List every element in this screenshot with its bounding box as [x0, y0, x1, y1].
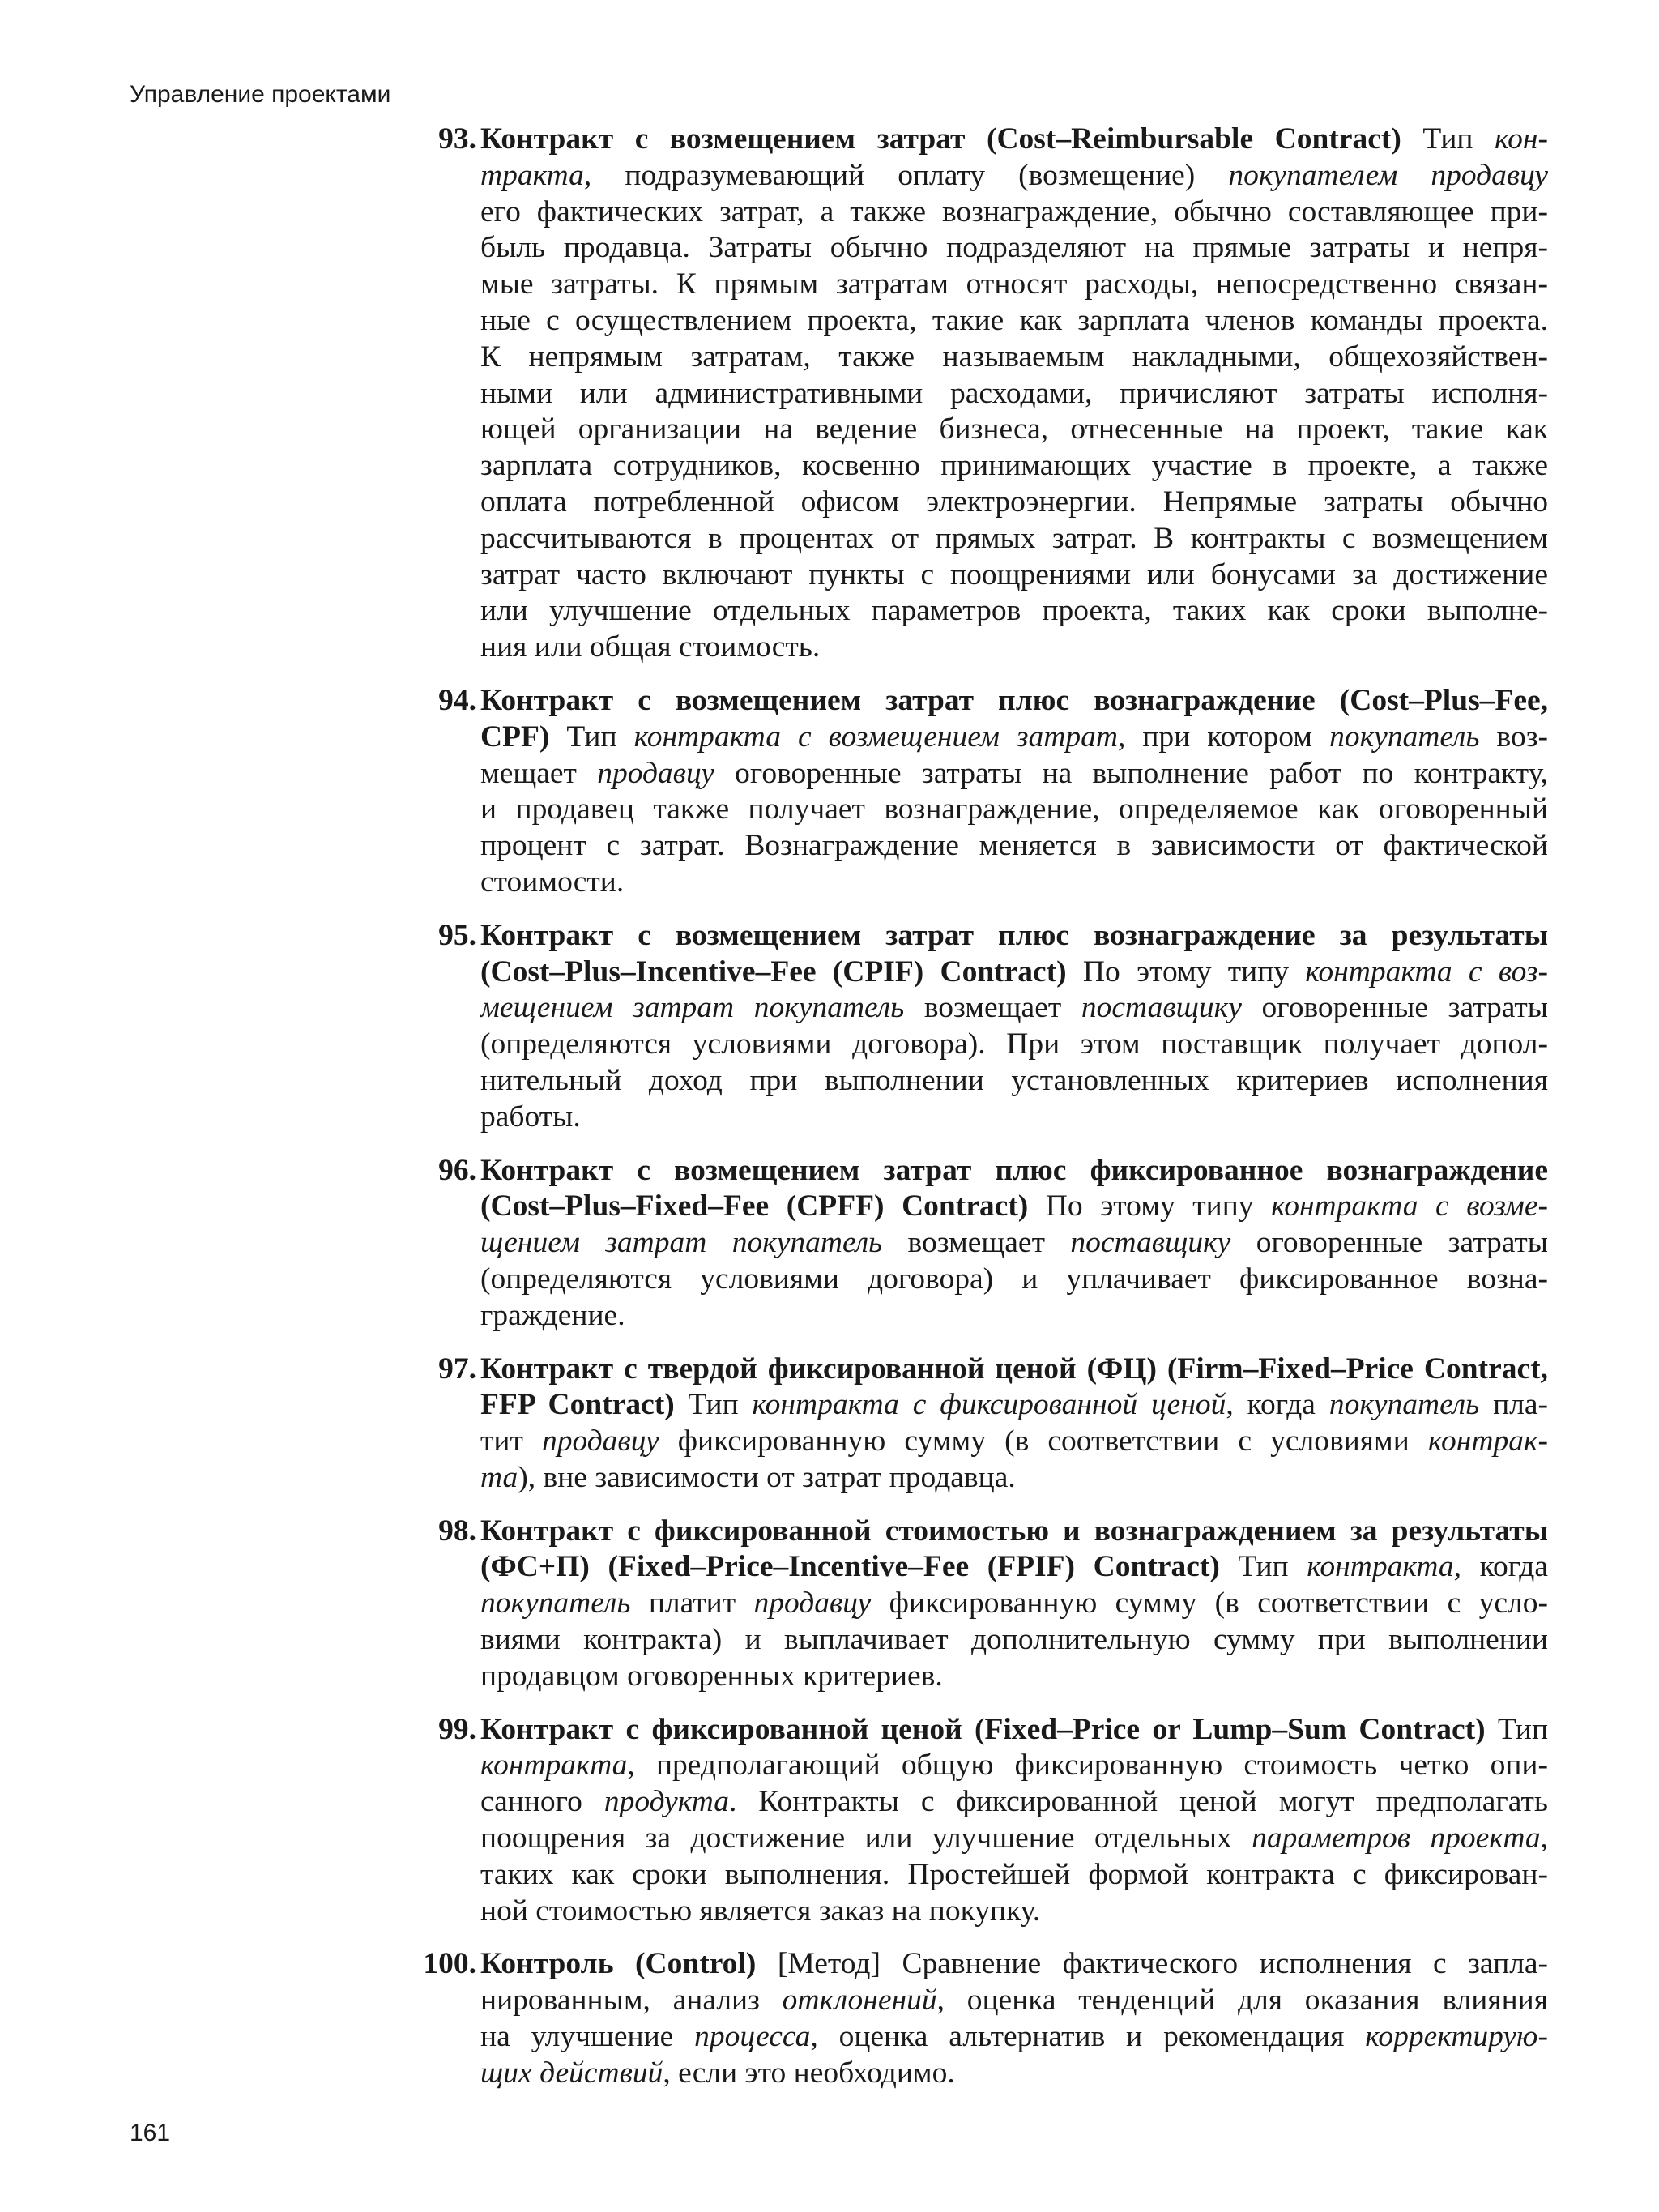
glossary-entry [423, 1946, 1548, 2091]
term-italic: мещением затрат покупатель [480, 991, 905, 1025]
term-italic: параметров проекта [1252, 1821, 1541, 1855]
term-bold: FFP Contract) [480, 1388, 675, 1422]
term-italic: покупатель [480, 1586, 631, 1621]
term-italic: тракта [480, 158, 584, 192]
term-italic: поставщику [1081, 991, 1242, 1025]
body-text: , оценка тенденций для оказания влияния [936, 1984, 1548, 2018]
term-bold: (ФС+П) (Fixed–Price–Incentive–Fee (FPIF) Contract) [480, 1550, 1220, 1584]
body-text: , когда [1453, 1550, 1548, 1584]
entry-line [480, 194, 1548, 231]
entry-number: 94. [438, 683, 476, 717]
body-text: оплата потребленной офисом электроэнергии. Непрямые затраты обычно [480, 485, 1548, 519]
glossary-entry [438, 1514, 1548, 1695]
entry-line [480, 557, 1548, 594]
body-text: фиксированную сумму (в соответствии с условиями [659, 1424, 1428, 1458]
entry-line [480, 1153, 1548, 1189]
glossary-entry [438, 918, 1548, 1136]
term-italic: кон- [1495, 122, 1549, 156]
term-bold: Контракт с фиксированной стоимостью и вознаграждением за результаты [480, 1514, 1548, 1548]
glossary-entry [438, 683, 1549, 901]
body-text: , предполагающий общую фиксированную стоимость четко опи- [627, 1749, 1548, 1783]
entry-line [480, 954, 1548, 991]
body-text: . Контракты с фиксированной ценой могут предполагать [729, 1785, 1548, 1819]
body-text: рассчитываются в процентах от прямых затрат. В контракты с возмещением [480, 521, 1548, 555]
entry-line [480, 1946, 1548, 1983]
body-text: работы. [480, 1100, 581, 1134]
body-text: оговоренные затраты [1230, 1226, 1548, 1260]
body-text: на улучшение [480, 2020, 695, 2054]
entry-line [480, 1352, 1548, 1388]
entry-line [480, 122, 1548, 158]
entry-line [480, 1027, 1548, 1063]
entry-line [480, 1549, 1548, 1586]
entry-line [480, 828, 1548, 865]
body-text: , оценка альтернатив и рекомендация [810, 2020, 1366, 2054]
term-italic: продавцу [597, 756, 714, 790]
body-text: виями контракта) и выплачивает дополнительную сумму при выполнении [480, 1623, 1548, 1657]
entry-line [480, 865, 1548, 901]
term-italic: контракта [1307, 1550, 1454, 1584]
body-text: (определяются условиями договора). При этом поставщик получает допол- [480, 1027, 1548, 1061]
entry-line [480, 1189, 1548, 1225]
entry-line [480, 1659, 1548, 1695]
body-text: , если это необходимо. [663, 2056, 955, 2090]
entry-line [480, 792, 1548, 828]
entry-line [480, 1298, 1548, 1334]
body-text: К непрямым затратам, также называемым накладными, общехозяйствен- [480, 339, 1548, 374]
body-text: тит [480, 1424, 542, 1458]
entry-line [480, 2056, 1548, 2092]
term-italic: покупатель [1329, 720, 1480, 754]
body-text: нительный доход при выполнении установленных критериев исполнения [480, 1063, 1548, 1097]
body-text: зарплата сотрудников, косвенно принимающих участие в проекте, а также [480, 449, 1548, 483]
entry-line [480, 720, 1548, 756]
entry-line [480, 683, 1548, 720]
term-bold: (Cost–Plus–Incentive–Fee (CPIF) Contract) [480, 954, 1067, 989]
body-text: , когда [1226, 1388, 1329, 1422]
entry-line [480, 339, 1548, 376]
body-text: оговоренные затраты на выполнение работ по контракту, [714, 756, 1548, 790]
term-bold: Контракт с возмещением затрат плюс фиксированное вознаграждение [480, 1153, 1548, 1187]
body-text: нированным, анализ [480, 1984, 783, 2018]
body-text: стоимости. [480, 865, 625, 899]
body-text: быль продавца. Затраты обычно подразделяют на прямые затраты и непря- [480, 231, 1548, 265]
entry-line [480, 1857, 1548, 1894]
term-italic: отклонений [782, 1984, 937, 2018]
body-text: , [1540, 1821, 1549, 1855]
body-text: ные с осуществлением проекта, такие как зарплата членов команды проекта. [480, 303, 1548, 337]
term-italic: щих действий [480, 2056, 663, 2090]
entry-line [480, 1262, 1548, 1298]
entry-line [480, 1784, 1548, 1821]
term-italic: поставщику [1070, 1226, 1231, 1260]
body-text: Тип [1219, 1550, 1307, 1584]
entry-line [480, 230, 1548, 267]
entry-line [480, 1387, 1548, 1424]
body-text: ющей организации на ведение бизнеса, отнесенные на проект, такие как [480, 412, 1548, 446]
body-text: По этому типу [1066, 954, 1306, 989]
term-italic: контракта с воз- [1305, 954, 1548, 989]
term-italic: продавцу [541, 1424, 659, 1458]
entry-line [480, 303, 1548, 339]
body-text: возмещает [904, 991, 1081, 1025]
glossary-entry [438, 1153, 1548, 1334]
body-text: Тип [1485, 1712, 1549, 1746]
body-text: Тип [1401, 122, 1495, 156]
body-text: ), вне зависимости от затрат продавца. [518, 1460, 1016, 1494]
term-bold: CPF) [480, 720, 550, 754]
glossary-entries [423, 122, 1549, 2109]
term-bold: (Cost–Plus–Fixed–Fee (CPFF) Contract) [480, 1189, 1029, 1223]
term-italic: контракта с возме- [1271, 1189, 1548, 1223]
term-italic: щением затрат покупатель [480, 1226, 883, 1260]
term-italic: контракта с фиксированной ценой [752, 1388, 1226, 1422]
entry-line [480, 267, 1548, 303]
term-italic: контракта с возмещением затрат [633, 720, 1118, 754]
term-bold: Контракт с возмещением затрат плюс вознаграждение (Cost–Plus–Fee, [480, 683, 1548, 717]
entry-line [480, 521, 1548, 557]
entry-number: 96. [438, 1153, 476, 1187]
glossary-entry [438, 1352, 1548, 1497]
body-text: Тип [549, 720, 634, 754]
body-text: продавцом оговоренных критериев. [480, 1659, 943, 1693]
glossary-entry [438, 1712, 1549, 1930]
body-text: пла- [1479, 1388, 1548, 1422]
body-text: процент с затрат. Вознаграждение меняется в зависимости от фактической [480, 829, 1548, 863]
glossary-entry [438, 122, 1549, 666]
term-bold: Контроль (Control) [480, 1947, 757, 1981]
body-text: и продавец также получает вознаграждение, определяемое как оговоренный [480, 792, 1548, 826]
entry-line [480, 756, 1548, 792]
entry-line [480, 1460, 1548, 1497]
body-text: ной стоимостью является заказ на покупку. [480, 1894, 1041, 1928]
body-text: [Метод] Сравнение фактического исполнения с запла- [756, 1947, 1548, 1981]
entry-number: 99. [438, 1712, 476, 1746]
body-text: оговоренные затраты [1241, 991, 1548, 1025]
body-text: граждение. [480, 1298, 625, 1332]
entry-line [480, 1586, 1548, 1622]
entry-number: 95. [438, 918, 476, 952]
entry-line [480, 376, 1548, 412]
entry-line [480, 1514, 1548, 1550]
entry-number: 97. [438, 1352, 476, 1386]
body-text: ными или административными расходами, причисляют затраты исполня- [480, 376, 1548, 410]
entry-line [480, 1225, 1548, 1262]
entry-line [480, 1983, 1548, 2019]
entry-line [480, 448, 1548, 485]
body-text: (определяются условиями договора) и уплачивает фиксированное возна- [480, 1262, 1548, 1296]
body-text: поощрения за достижение или улучшение отдельных [480, 1821, 1252, 1855]
term-italic: покупатель [1328, 1388, 1480, 1422]
entry-line [480, 1712, 1548, 1749]
body-text: воз- [1479, 720, 1549, 754]
term-bold: Контракт с твердой фиксированной ценой (ФЦ) (Firm–Fixed–Price Contract, [480, 1352, 1548, 1386]
term-italic: контрак- [1427, 1424, 1548, 1458]
body-text: затрат часто включают пункты с поощрениями или бонусами за достижение [480, 557, 1548, 591]
term-italic: покупателем продавцу [1228, 158, 1548, 192]
entry-line [480, 1748, 1548, 1784]
entry-line [480, 630, 1548, 666]
entry-line [480, 1894, 1548, 1930]
entry-line [480, 1622, 1548, 1659]
body-text: возмещает [882, 1226, 1071, 1260]
body-text: фиксированную сумму (в соответствии с усло- [871, 1586, 1548, 1621]
term-italic: та [480, 1460, 518, 1494]
body-text: По этому типу [1028, 1189, 1272, 1223]
term-italic: продукта [603, 1785, 730, 1819]
entry-line [480, 485, 1548, 521]
entry-line [480, 1821, 1548, 1857]
body-text: мещает [480, 756, 598, 790]
entry-line [480, 918, 1548, 954]
entry-number: 100. [423, 1947, 476, 1981]
term-bold: Контракт с возмещением затрат (Cost–Reimbursable Contract) [480, 122, 1401, 156]
entry-number: 93. [438, 122, 476, 156]
running-header: Управление проектами [130, 81, 391, 108]
term-italic: корректирую- [1365, 2020, 1548, 2054]
entry-line [480, 158, 1548, 194]
entry-line [480, 412, 1548, 448]
entry-line [480, 1063, 1548, 1100]
body-text: таких как сроки выполнения. Простейшей формой контракта с фиксирован- [480, 1857, 1548, 1891]
body-text: мые затраты. К прямым затратам относят расходы, непосредственно связан- [480, 267, 1548, 301]
body-text: ния или общая стоимость. [480, 630, 821, 664]
body-text: , при котором [1117, 720, 1330, 754]
body-text: платит [630, 1586, 754, 1621]
body-text: Тип [674, 1388, 753, 1422]
body-text: его фактических затрат, а также вознаграждение, обычно составляющее при- [480, 194, 1548, 228]
term-bold: Контракт с фиксированной ценой (Fixed–Price or Lump–Sum Contract) [480, 1712, 1486, 1746]
term-bold: Контракт с возмещением затрат плюс вознаграждение за результаты [480, 918, 1548, 952]
body-text: или улучшение отдельных параметров проекта, таких как сроки выполне- [480, 594, 1548, 628]
entry-number: 98. [438, 1514, 476, 1548]
term-italic: процесса [694, 2020, 811, 2054]
body-text: санного [480, 1785, 604, 1819]
page-number: 161 [130, 2120, 171, 2146]
entry-line [480, 593, 1548, 630]
term-italic: контракта [480, 1749, 628, 1783]
entry-line [480, 990, 1548, 1027]
term-italic: продавцу [753, 1586, 872, 1621]
body-text: , подразумевающий оплату (возмещение) [583, 158, 1229, 192]
entry-line [480, 1100, 1548, 1136]
entry-line [480, 2019, 1548, 2056]
entry-line [480, 1424, 1548, 1460]
